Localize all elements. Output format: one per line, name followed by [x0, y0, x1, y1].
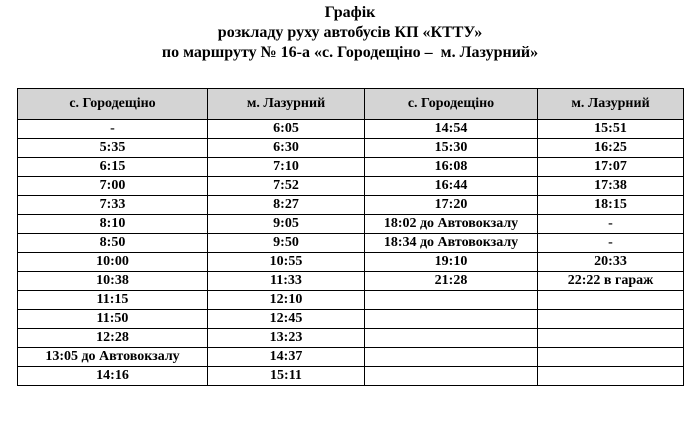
table-row: [18, 234, 684, 253]
time-cell: 21:28: [365, 272, 538, 291]
table-row: [18, 196, 684, 215]
time-cell: 18:34 до Автовокзалу: [365, 234, 538, 253]
time-cell: 9:05: [208, 215, 365, 234]
time-cell: 13:23: [208, 329, 365, 348]
table-row: [18, 291, 684, 310]
time-cell: 11:33: [208, 272, 365, 291]
table-row: [18, 177, 684, 196]
table-row: [18, 310, 684, 329]
time-cell: 15:30: [365, 139, 538, 158]
schedule-title: [0, 3, 700, 63]
time-cell: 20:33: [538, 253, 684, 272]
time-cell: [538, 291, 684, 310]
time-cell: [538, 348, 684, 367]
time-cell: 8:50: [18, 234, 208, 253]
time-cell: [538, 329, 684, 348]
table-row: [18, 139, 684, 158]
time-cell: 6:30: [208, 139, 365, 158]
time-cell: -: [538, 234, 684, 253]
table-row: [18, 253, 684, 272]
time-cell: 17:07: [538, 158, 684, 177]
time-cell: 8:27: [208, 196, 365, 215]
time-cell: 17:38: [538, 177, 684, 196]
time-cell: 16:44: [365, 177, 538, 196]
time-cell: 5:35: [18, 139, 208, 158]
time-cell: 12:45: [208, 310, 365, 329]
time-cell: 7:10: [208, 158, 365, 177]
time-cell: 18:15: [538, 196, 684, 215]
time-cell: [365, 367, 538, 386]
time-cell: 7:00: [18, 177, 208, 196]
table-row: [18, 367, 684, 386]
time-cell: 7:33: [18, 196, 208, 215]
time-cell: [538, 367, 684, 386]
table-row: [18, 272, 684, 291]
time-cell: -: [18, 120, 208, 139]
time-cell: 18:02 до Автовокзалу: [365, 215, 538, 234]
time-cell: [538, 310, 684, 329]
header-cell: м. Лазурний: [208, 89, 365, 120]
title-line-1: Графік: [324, 4, 376, 21]
header-cell: с. Городещіно: [365, 89, 538, 120]
title-line-2: розкладу руху автобусів КП «КТТУ»: [217, 24, 483, 41]
time-cell: 9:50: [208, 234, 365, 253]
table-row: [18, 329, 684, 348]
time-cell: 14:16: [18, 367, 208, 386]
time-cell: 11:50: [18, 310, 208, 329]
time-cell: 10:00: [18, 253, 208, 272]
time-cell: 10:38: [18, 272, 208, 291]
header-cell: м. Лазурний: [538, 89, 684, 120]
time-cell: -: [538, 215, 684, 234]
time-cell: 10:55: [208, 253, 365, 272]
time-cell: 17:20: [365, 196, 538, 215]
time-cell: 16:08: [365, 158, 538, 177]
table-row: [18, 348, 684, 367]
schedule-body: [18, 120, 684, 386]
time-cell: 15:51: [538, 120, 684, 139]
time-cell: [365, 329, 538, 348]
time-cell: 7:52: [208, 177, 365, 196]
time-cell: 11:15: [18, 291, 208, 310]
time-cell: 13:05 до Автовокзалу: [18, 348, 208, 367]
title-line-3: по маршруту № 16-а «с. Городещіно – м. Лазурний»: [161, 44, 539, 61]
time-cell: [365, 291, 538, 310]
header-row: [18, 89, 684, 120]
time-cell: 22:22 в гараж: [538, 272, 684, 291]
header-cell: с. Городещіно: [18, 89, 208, 120]
time-cell: 15:11: [208, 367, 365, 386]
table-row: [18, 120, 684, 139]
time-cell: 6:05: [208, 120, 365, 139]
time-cell: 14:37: [208, 348, 365, 367]
time-cell: 14:54: [365, 120, 538, 139]
time-cell: 8:10: [18, 215, 208, 234]
time-cell: 12:10: [208, 291, 365, 310]
time-cell: [365, 310, 538, 329]
time-cell: 19:10: [365, 253, 538, 272]
table-row: [18, 215, 684, 234]
time-cell: [365, 348, 538, 367]
time-cell: 16:25: [538, 139, 684, 158]
schedule-table: [17, 88, 684, 386]
time-cell: 6:15: [18, 158, 208, 177]
time-cell: 12:28: [18, 329, 208, 348]
table-row: [18, 158, 684, 177]
